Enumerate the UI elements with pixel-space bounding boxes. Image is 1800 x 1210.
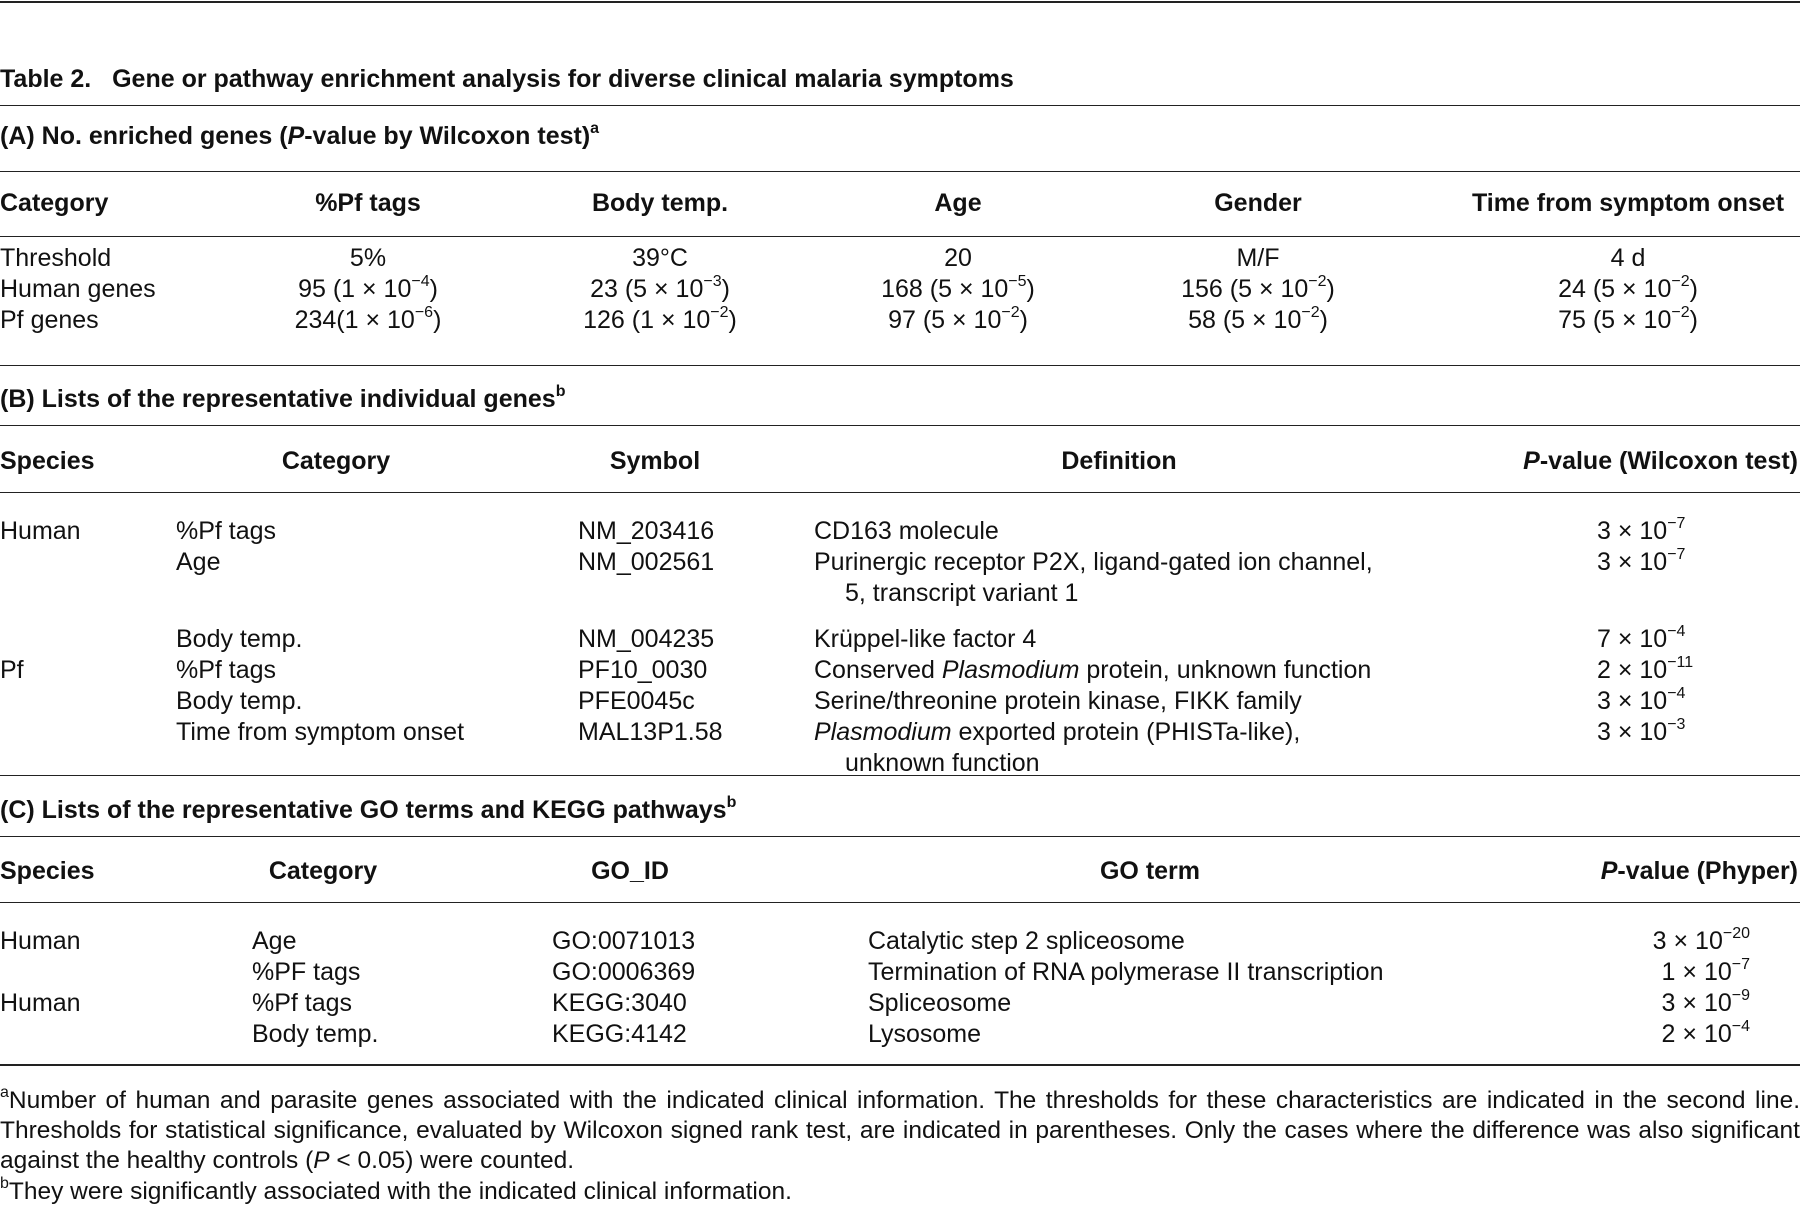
section-b-pvalue: $3 \times 10^{-3}$: [1597, 716, 1686, 746]
section-b-pvalue: $7 \times 10^{-4}$: [1597, 623, 1686, 653]
section-c-goid: KEGG:3040: [552, 989, 687, 1017]
section-b-category: Body temp.: [176, 687, 303, 715]
section-a-cell: 5%: [349, 244, 387, 272]
section-b-header-definition: Definition: [1061, 447, 1177, 475]
section-a-cell: 126 $(1 \times 10^{-2})$: [583, 304, 737, 334]
section-a-cell: $234(1 \times 10^{-6})$: [294, 304, 442, 334]
section-a-cell: 75 $(5 \times 10^{-2})$: [1558, 304, 1698, 334]
section-c-species: Human: [0, 989, 81, 1017]
section-c-header-species: Species: [0, 857, 95, 885]
section-b-definition-cont: unknown function: [845, 749, 1040, 777]
section-b-definition: Krüppel-like factor 4: [814, 625, 1037, 653]
section-c-header-category: Category: [268, 857, 378, 885]
section-b-symbol: NM_203416: [578, 517, 715, 545]
section-a-cell: 95 $(1 \times 10^{-4})$: [298, 273, 438, 303]
section-b-definition: Conserved Plasmodium protein, unknown function: [814, 656, 1372, 684]
section-a-header-col: Age: [934, 189, 982, 217]
section-b-definition: Serine/threonine protein kinase, FIKK family: [814, 687, 1302, 715]
section-c-category: Body temp.: [252, 1020, 379, 1048]
section-a-cell: 58 $(5 \times 10^{-2})$: [1188, 304, 1328, 334]
section-c-pvalue: $3 \times 10^{-20}$: [1652, 925, 1750, 955]
section-b-heading: (B) Lists of the representative individual genes$^b$: [0, 383, 566, 413]
rule: [0, 365, 1800, 366]
section-b-pvalue: $2 \times 10^{-11}$: [1597, 654, 1694, 684]
rule: [0, 236, 1800, 237]
section-b-header-symbol: Symbol: [609, 447, 701, 475]
section-c-header-goid: GO_ID: [591, 857, 669, 885]
section-c-header-term: GO term: [1099, 857, 1201, 885]
section-b-symbol: NM_004235: [578, 625, 715, 653]
section-b-header-pvalue: P-value (Wilcoxon test): [1523, 447, 1798, 475]
rule: [0, 836, 1800, 837]
section-c-heading: (C) Lists of the representative GO terms and KEGG pathways$^b$: [0, 794, 737, 824]
section-c-category: %PF tags: [252, 958, 361, 986]
section-c-category: %Pf tags: [252, 989, 353, 1017]
section-a-cell: 97 $(5 \times 10^{-2})$: [888, 304, 1028, 334]
section-b-pvalue: $3 \times 10^{-7}$: [1597, 515, 1686, 545]
rule: [0, 902, 1800, 903]
section-b-definition: CD163 molecule: [814, 517, 999, 545]
top-rule: [0, 1, 1800, 3]
rule: [0, 171, 1800, 172]
section-a-cell: 4 d: [1610, 244, 1646, 272]
section-a-cell: 39°C: [632, 244, 688, 272]
bottom-rule: [0, 1064, 1800, 1066]
rule: [0, 425, 1800, 426]
section-a-header-col: Time from symptom onset: [1471, 189, 1785, 217]
table-title: [0, 64, 1014, 95]
section-b-header-species: Species: [0, 447, 95, 475]
section-a-cell: 23 $(5 \times 10^{-3})$: [590, 273, 730, 303]
section-a-cell: 168 $(5 \times 10^{-5})$: [881, 273, 1035, 303]
section-c-header-pvalue: P-value (Phyper): [1600, 857, 1798, 885]
section-b-symbol: PF10_0030: [578, 656, 708, 684]
section-b-pvalue: $3 \times 10^{-7}$: [1597, 546, 1686, 576]
rule: [0, 492, 1800, 493]
section-b-category: Time from symptom onset: [176, 718, 465, 746]
section-b-symbol: NM_002561: [578, 548, 715, 576]
section-b-category: Body temp.: [176, 625, 303, 653]
section-c-pvalue: $1 \times 10^{-7}$: [1661, 956, 1750, 986]
section-c-term: Termination of RNA polymerase II transcription: [868, 958, 1384, 986]
section-c-goid: GO:0071013: [552, 927, 696, 955]
section-a-row-label: Threshold: [0, 244, 112, 272]
rule: [0, 105, 1800, 106]
section-b-species: Human: [0, 517, 81, 545]
section-b-symbol: MAL13P1.58: [578, 718, 723, 746]
section-b-category: Age: [176, 548, 221, 576]
section-a-header-col: Body temp.: [591, 189, 729, 217]
footnote-b: $^b$They were significantly associated with the indicated clinical information.: [0, 1175, 792, 1205]
section-b-definition-cont: 5, transcript variant 1: [845, 579, 1079, 607]
section-a-cell: 24 $(5 \times 10^{-2})$: [1558, 273, 1698, 303]
section-c-pvalue: $2 \times 10^{-4}$: [1661, 1018, 1750, 1048]
section-b-symbol: PFE0045c: [578, 687, 695, 715]
section-c-pvalue: $3 \times 10^{-9}$: [1661, 987, 1750, 1017]
section-b-category: %Pf tags: [176, 517, 277, 545]
section-c-term: Catalytic step 2 spliceosome: [868, 927, 1185, 955]
section-a-heading: (A) No. enriched genes (P-value by Wilcoxon test)$^a$: [0, 120, 600, 150]
section-a-cell: M/F: [1236, 244, 1280, 272]
section-a-cell: 20: [944, 244, 972, 272]
table-title-text: Gene or pathway enrichment analysis for diverse clinical malaria symptoms: [112, 65, 1014, 93]
section-b-header-category: Category: [281, 447, 391, 475]
section-b-species: Pf: [0, 656, 24, 684]
section-b-category: %Pf tags: [176, 656, 277, 684]
section-c-goid: GO:0006369: [552, 958, 696, 986]
section-c-term: Lysosome: [868, 1020, 982, 1048]
section-a-header-category: Category: [0, 189, 109, 217]
section-b-definition: Plasmodium exported protein (PHISTa-like),: [814, 718, 1301, 746]
section-a-row-label: Pf genes: [0, 306, 99, 334]
section-b-pvalue: $3 \times 10^{-4}$: [1597, 685, 1686, 715]
table-label: Table 2.: [0, 65, 92, 93]
section-c-species: Human: [0, 927, 81, 955]
section-b-definition: Purinergic receptor P2X, ligand-gated ion channel,: [814, 548, 1373, 576]
section-c-goid: KEGG:4142: [552, 1020, 687, 1048]
section-c-category: Age: [252, 927, 297, 955]
section-a-header-col: %Pf tags: [315, 189, 421, 217]
section-a-header-col: Gender: [1214, 189, 1302, 217]
footnote-a: $^a$Number of human and parasite genes associated with the indicated clinical information. The thresholds for these characteristics are indicated in the second line. Thresholds for statistical significance, evaluated by Wilcoxon signed rank test, are indicated in parentheses. Only the cases where the difference was also significant against the healthy controls (P < 0.05) were counted.: [0, 1084, 1800, 1174]
section-a-row-label: Human genes: [0, 275, 156, 303]
section-c-term: Spliceosome: [868, 989, 1012, 1017]
section-a-cell: 156 $(5 \times 10^{-2})$: [1181, 273, 1335, 303]
